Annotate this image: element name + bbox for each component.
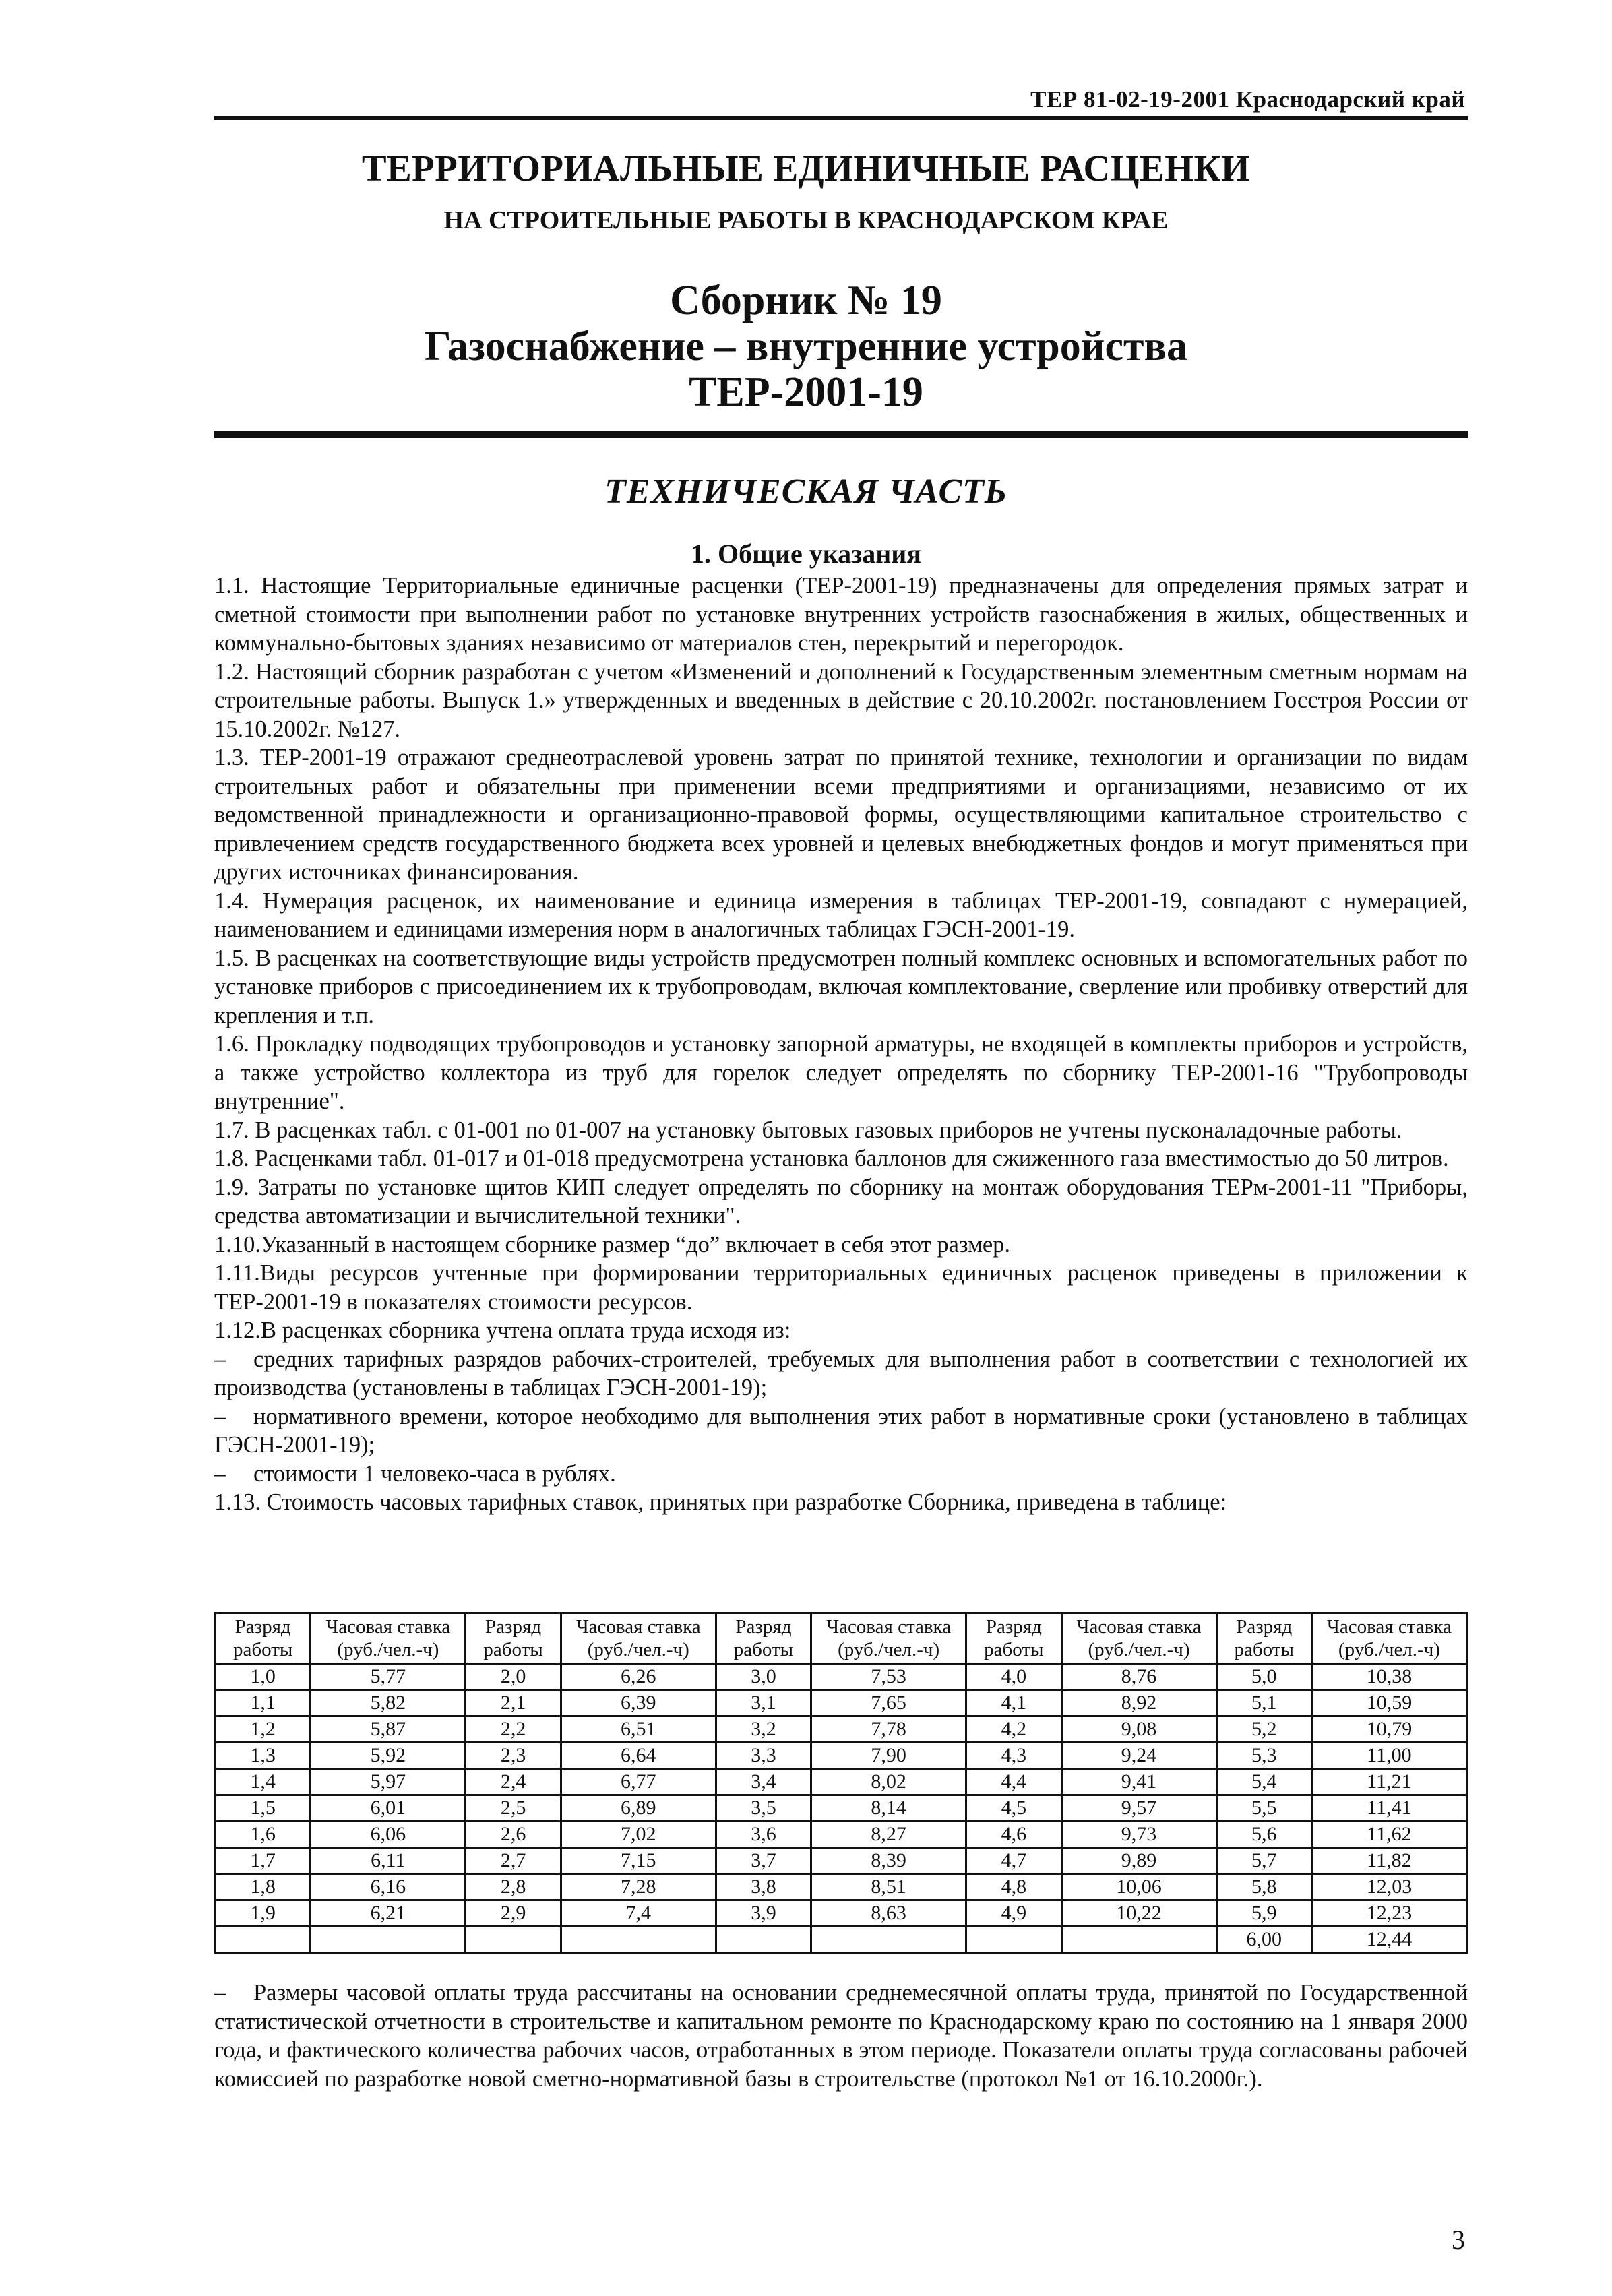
- rate-cell: 6,39: [561, 1690, 716, 1716]
- hourly-rates-table: [214, 1612, 1468, 1954]
- rate-cell: 7,90: [811, 1743, 966, 1769]
- grade-cell: [216, 1927, 311, 1953]
- document-subtitle: НА СТРОИТЕЛЬНЫЕ РАБОТЫ В КРАСНОДАРСКОМ КРАЕ: [443, 206, 1169, 235]
- rate-cell: 10,22: [1061, 1900, 1216, 1927]
- grade-cell: 2,2: [466, 1716, 561, 1743]
- table-row: [216, 1822, 1467, 1848]
- paragraph-1-11: 1.11.Виды ресурсов учтенные при формировании территориальных единичных расценок приведены в приложении к ТЕР-2001-19 в показателях стоимости ресурсов.: [214, 1260, 1468, 1315]
- rate-cell: 5,77: [311, 1664, 466, 1690]
- bullet-item: [214, 1402, 1468, 1460]
- rate-cell: 6,16: [311, 1874, 466, 1900]
- grade-cell: 3,4: [716, 1769, 811, 1795]
- grade-cell: 5,8: [1216, 1874, 1311, 1900]
- grade-cell: 5,4: [1216, 1769, 1311, 1795]
- header-rule: [214, 116, 1468, 120]
- rate-cell: 6,01: [311, 1795, 466, 1822]
- rate-cell: 11,62: [1311, 1822, 1466, 1848]
- grade-cell: 5,6: [1216, 1822, 1311, 1848]
- grade-cell: [966, 1927, 1061, 1953]
- grade-cell: 4,6: [966, 1822, 1061, 1848]
- table-row: [216, 1927, 1467, 1953]
- rate-cell: 8,63: [811, 1900, 966, 1927]
- footnote-dash: –: [214, 1980, 226, 2006]
- section-rule: [214, 431, 1468, 438]
- document-title: ТЕРРИТОРИАЛЬНЫЕ ЕДИНИЧНЫЕ РАСЦЕНКИ: [361, 148, 1251, 189]
- grade-cell: 5,3: [1216, 1743, 1311, 1769]
- rate-cell: 5,87: [311, 1716, 466, 1743]
- section-heading: 1. Общие указания: [691, 538, 921, 569]
- grade-cell: 2,9: [466, 1900, 561, 1927]
- rate-cell: 11,21: [1311, 1769, 1466, 1795]
- grade-cell: 2,3: [466, 1743, 561, 1769]
- collection-name: Газоснабжение – внутренние устройства: [425, 323, 1187, 369]
- grade-cell: 3,6: [716, 1822, 811, 1848]
- paragraph-1-1: 1.1. Настоящие Территориальные единичные расценки (ТЕР-2001-19) предназначены для определения прямых затрат и сметной стоимости при выполнении работ по установке внутренних устройств газоснабжения в жилых, общественных и коммунально-бытовых зданиях независимо от материалов стен, перекрытий и перегородок.: [214, 573, 1468, 656]
- grade-cell: 1,6: [216, 1822, 311, 1848]
- rate-cell: 11,00: [1311, 1743, 1466, 1769]
- table-row: [216, 1664, 1467, 1690]
- rate-cell: [811, 1927, 966, 1953]
- header-rate: Часовая ставка (руб./чел.-ч): [1311, 1613, 1466, 1664]
- rate-cell: 6,11: [311, 1848, 466, 1874]
- grade-cell: 3,9: [716, 1900, 811, 1927]
- rate-cell: 7,28: [561, 1874, 716, 1900]
- grade-cell: 4,7: [966, 1848, 1061, 1874]
- rate-cell: 6,77: [561, 1769, 716, 1795]
- paragraph-1-10: 1.10.Указанный в настоящем сборнике размер “до” включает в себя этот размер.: [214, 1231, 1011, 1258]
- grade-cell: 2,8: [466, 1874, 561, 1900]
- rate-cell: 10,79: [1311, 1716, 1466, 1743]
- rate-cell: 9,41: [1061, 1769, 1216, 1795]
- rate-cell: 6,26: [561, 1664, 716, 1690]
- paragraph-1-5: 1.5. В расценках на соответствующие виды устройств предусмотрен полный комплекс основных и вспомогательных работ по установке приборов с присоединением их к трубопроводам, включая комплектование, сверление или пробивку отверстий для крепления и т.п.: [214, 945, 1468, 1028]
- grade-cell: 3,2: [716, 1716, 811, 1743]
- grade-cell: 3,1: [716, 1690, 811, 1716]
- grade-cell: 1,5: [216, 1795, 311, 1822]
- bullet-text: стоимости 1 человеко-часа в рублях.: [253, 1460, 616, 1487]
- paragraph-1-8: 1.8. Расценками табл. 01-017 и 01-018 предусмотрена установка баллонов для сжиженного газа вместимостью до 50 литров.: [214, 1146, 1449, 1171]
- rate-cell: 8,51: [811, 1874, 966, 1900]
- header-grade: Разряд работы: [216, 1613, 311, 1664]
- grade-cell: 4,1: [966, 1690, 1061, 1716]
- table-body: [216, 1664, 1467, 1953]
- paragraph-1-13: 1.13. Стоимость часовых тарифных ставок, принятых при разработке Сборника, приведена в таблице:: [214, 1489, 1227, 1515]
- table-row: [216, 1795, 1467, 1822]
- rate-cell: [1061, 1927, 1216, 1953]
- paragraph-1-2: 1.2. Настоящий сборник разработан с учетом «Изменений и дополнений к Государственным элементным сметным нормам на строительные работы. Выпуск 1.» утвержденных и введенных в действие с 20.10.2002г. постановлением Госстроя России от 15.10.2002г. №127.: [214, 658, 1468, 742]
- technical-part-heading: ТЕХНИЧЕСКАЯ ЧАСТЬ: [604, 472, 1008, 511]
- table-row: [216, 1874, 1467, 1900]
- grade-cell: 5,5: [1216, 1795, 1311, 1822]
- grade-cell: 1,3: [216, 1743, 311, 1769]
- bullet-item: [214, 1460, 1468, 1489]
- grade-cell: 2,7: [466, 1848, 561, 1874]
- rate-cell: 10,06: [1061, 1874, 1216, 1900]
- rate-cell: 8,14: [811, 1795, 966, 1822]
- table-row: [216, 1743, 1467, 1769]
- header-grade: Разряд работы: [466, 1613, 561, 1664]
- paragraph-1-6: 1.6. Прокладку подводящих трубопроводов и установку запорной арматуры, не входящей в комплекты приборов и устройств, а также устройство коллектора из труб для горелок следует определять по сборнику ТЕР-2001-16 "Трубопроводы внутренние".: [214, 1031, 1468, 1114]
- rate-cell: 9,89: [1061, 1848, 1216, 1874]
- paragraph-1-9: 1.9. Затраты по установке щитов КИП следует определять по сборнику на монтаж оборудования ТЕРм-2001-11 "Приборы, средства автоматизации и вычислительной техники".: [214, 1174, 1468, 1229]
- rate-cell: 9,57: [1061, 1795, 1216, 1822]
- paragraph-1-12: 1.12.В расценках сборника учтена оплата труда исходя из:: [214, 1317, 791, 1343]
- collection-code: ТЕР-2001-19: [689, 369, 923, 415]
- grade-cell: 5,2: [1216, 1716, 1311, 1743]
- header-grade: Разряд работы: [716, 1613, 811, 1664]
- grade-cell: 5,9: [1216, 1900, 1311, 1927]
- rate-cell: 10,59: [1311, 1690, 1466, 1716]
- rate-cell: 6,51: [561, 1716, 716, 1743]
- header-rate: Часовая ставка (руб./чел.-ч): [311, 1613, 466, 1664]
- rate-cell: 8,27: [811, 1822, 966, 1848]
- footnote: [214, 1979, 1468, 2093]
- collection-block: [0, 278, 1612, 415]
- table-row: [216, 1690, 1467, 1716]
- page-number: 3: [1452, 2225, 1465, 2255]
- body-text: [214, 571, 1468, 1517]
- rate-cell: 6,21: [311, 1900, 466, 1927]
- grade-cell: 5,7: [1216, 1848, 1311, 1874]
- table-row: [216, 1716, 1467, 1743]
- rate-cell: 9,24: [1061, 1743, 1216, 1769]
- paragraph-1-3: 1.3. ТЕР-2001-19 отражают среднеотраслевой уровень затрат по принятой технике, технологии и организации по видам строительных работ и обязательны при применении всеми предприятиями и организациями, независимо от их ведомственной принадлежности и организационно-правовой формы, осуществляющими капитальное строительство с привлечением средств государственного бюджета всех уровней и целевых внебюджетных фондов и могут применяться при других источниках финансирования.: [214, 745, 1468, 885]
- grade-cell: 4,0: [966, 1664, 1061, 1690]
- rate-cell: 11,41: [1311, 1795, 1466, 1822]
- rate-cell: 5,92: [311, 1743, 466, 1769]
- header-grade: Разряд работы: [966, 1613, 1061, 1664]
- grade-cell: 3,5: [716, 1795, 811, 1822]
- rate-cell: 7,65: [811, 1690, 966, 1716]
- grade-cell: 2,6: [466, 1822, 561, 1848]
- grade-cell: 3,8: [716, 1874, 811, 1900]
- footnote-text: Размеры часовой оплаты труда рассчитаны на основании среднемесячной оплаты труда, принятой по Государственной статистической отчетности в строительстве и капитальном ремонте по Краснодарскому краю по состоянию на 1 января 2000 года, и фактического количества рабочих часов, отработанных в этом периоде. Показатели оплаты труда согласованы рабочей комиссией по разработке новой сметно-нормативной базы в строительстве (протокол №1 от 16.10.2000г.).: [214, 1980, 1468, 2092]
- bullet-dash: –: [214, 1460, 226, 1487]
- grade-cell: 4,5: [966, 1795, 1061, 1822]
- rate-cell: 12,44: [1311, 1927, 1466, 1953]
- grade-cell: 1,2: [216, 1716, 311, 1743]
- grade-cell: 4,2: [966, 1716, 1061, 1743]
- rate-cell: 5,97: [311, 1769, 466, 1795]
- rate-cell: 9,08: [1061, 1716, 1216, 1743]
- grade-cell: 2,0: [466, 1664, 561, 1690]
- paragraph-1-7: 1.7. В расценках табл. с 01-001 по 01-007 на установку бытовых газовых приборов не учтены пусконаладочные работы.: [214, 1117, 1402, 1143]
- bullet-text: средних тарифных разрядов рабочих-строителей, требуемых для выполнения работ в соответствии с технологией их производства (установлены в таблицах ГЭСН-2001-19);: [214, 1346, 1468, 1400]
- bullet-item: [214, 1345, 1468, 1402]
- grade-cell: 4,8: [966, 1874, 1061, 1900]
- rate-cell: 7,15: [561, 1848, 716, 1874]
- rate-cell: 6,06: [311, 1822, 466, 1848]
- header-rate: Часовая ставка (руб./чел.-ч): [561, 1613, 716, 1664]
- grade-cell: 6,00: [1216, 1927, 1311, 1953]
- paragraph-1-4: 1.4. Нумерация расценок, их наименование и единица измерения в таблицах ТЕР-2001-19, совпадают с нумерацией, наименованием и единицами измерения норм в аналогичных таблицах ГЭСН-2001-19.: [214, 888, 1468, 942]
- rate-cell: 12,23: [1311, 1900, 1466, 1927]
- rate-cell: 8,02: [811, 1769, 966, 1795]
- rate-cell: 5,82: [311, 1690, 466, 1716]
- rate-cell: 6,64: [561, 1743, 716, 1769]
- rate-cell: 7,78: [811, 1716, 966, 1743]
- rate-cell: 6,89: [561, 1795, 716, 1822]
- rate-cell: [561, 1927, 716, 1953]
- grade-cell: [716, 1927, 811, 1953]
- rate-cell: 8,39: [811, 1848, 966, 1874]
- rate-cell: 9,73: [1061, 1822, 1216, 1848]
- grade-cell: 3,0: [716, 1664, 811, 1690]
- grade-cell: 3,3: [716, 1743, 811, 1769]
- rate-cell: 12,03: [1311, 1874, 1466, 1900]
- rate-cell: 8,92: [1061, 1690, 1216, 1716]
- table-row: [216, 1900, 1467, 1927]
- table-row: [216, 1848, 1467, 1874]
- table-row: [216, 1769, 1467, 1795]
- rate-cell: 11,82: [1311, 1848, 1466, 1874]
- table-header-row: [216, 1613, 1467, 1664]
- rate-cell: 7,4: [561, 1900, 716, 1927]
- grade-cell: 1,0: [216, 1664, 311, 1690]
- grade-cell: 1,7: [216, 1848, 311, 1874]
- grade-cell: 2,5: [466, 1795, 561, 1822]
- grade-cell: 5,0: [1216, 1664, 1311, 1690]
- grade-cell: 4,9: [966, 1900, 1061, 1927]
- header-rate: Часовая ставка (руб./чел.-ч): [1061, 1613, 1216, 1664]
- grade-cell: 1,1: [216, 1690, 311, 1716]
- grade-cell: 4,3: [966, 1743, 1061, 1769]
- collection-number: Сборник № 19: [670, 278, 942, 323]
- running-head: ТЕР 81-02-19-2001 Краснодарский край: [1030, 86, 1465, 113]
- bullet-dash: –: [214, 1403, 226, 1429]
- header-grade: Разряд работы: [1216, 1613, 1311, 1664]
- bullet-dash: –: [214, 1346, 226, 1372]
- grade-cell: 2,1: [466, 1690, 561, 1716]
- rate-cell: 8,76: [1061, 1664, 1216, 1690]
- header-rate: Часовая ставка (руб./чел.-ч): [811, 1613, 966, 1664]
- rate-cell: 7,53: [811, 1664, 966, 1690]
- grade-cell: [466, 1927, 561, 1953]
- grade-cell: 1,8: [216, 1874, 311, 1900]
- rate-cell: 7,02: [561, 1822, 716, 1848]
- grade-cell: 3,7: [716, 1848, 811, 1874]
- rate-cell: 10,38: [1311, 1664, 1466, 1690]
- grade-cell: 1,9: [216, 1900, 311, 1927]
- rate-cell: [311, 1927, 466, 1953]
- grade-cell: 5,1: [1216, 1690, 1311, 1716]
- grade-cell: 1,4: [216, 1769, 311, 1795]
- grade-cell: 4,4: [966, 1769, 1061, 1795]
- bullet-text: нормативного времени, которое необходимо для выполнения этих работ в нормативные сроки (установлено в таблицах ГЭСН-2001-19);: [214, 1403, 1468, 1458]
- grade-cell: 2,4: [466, 1769, 561, 1795]
